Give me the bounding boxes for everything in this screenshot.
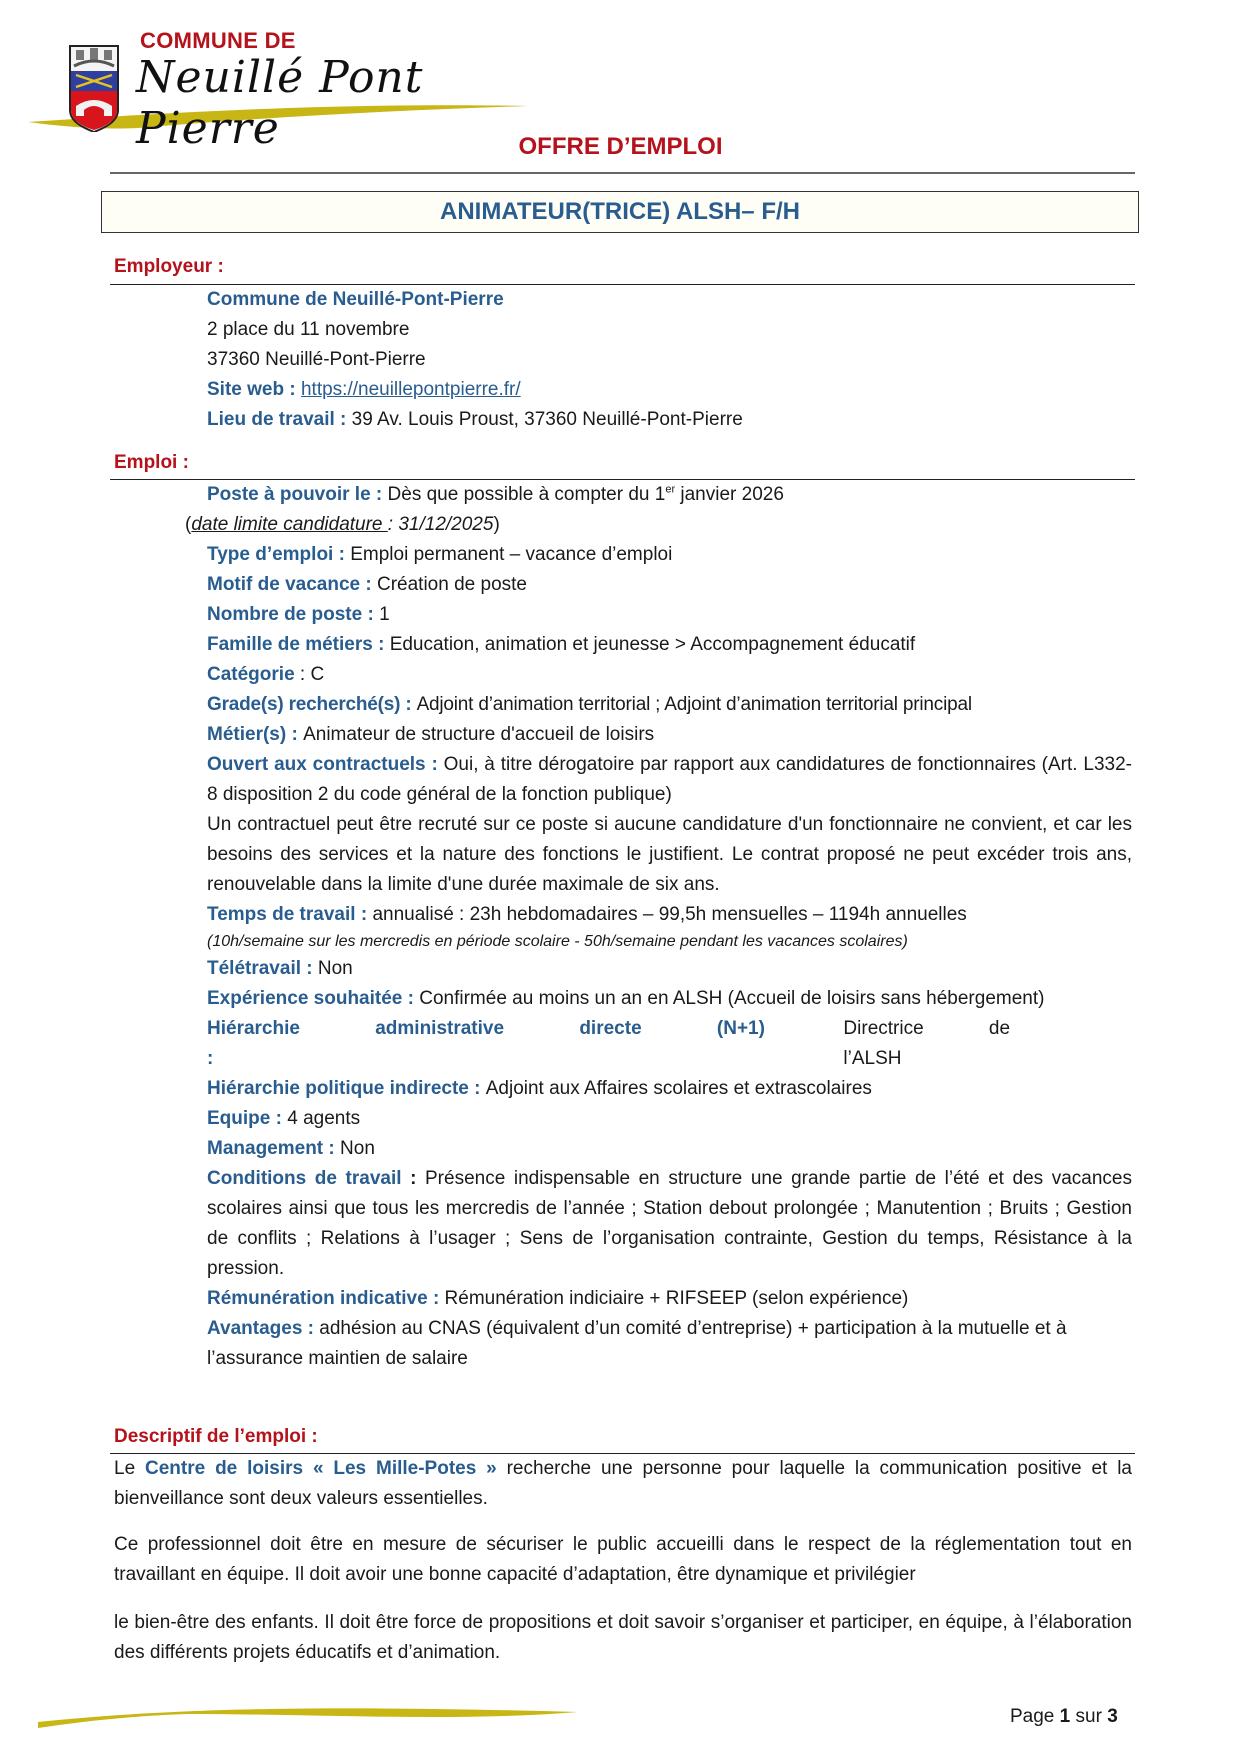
employer-address-line1: 2 place du 11 novembre (207, 319, 410, 340)
field-label: Télétravail : (207, 958, 318, 979)
website-label: Site web : (207, 379, 301, 400)
field-grades (207, 690, 1132, 720)
poste-row (207, 480, 1132, 510)
field-label: Famille de métiers : (207, 634, 390, 655)
page-sep: sur (1070, 1706, 1108, 1727)
page-total: 3 (1107, 1706, 1118, 1727)
temps-travail-note: (10h/semaine sur les mercredis en période scolaire - 50h/semaine pendant les vacances scolaires) (207, 933, 908, 950)
poste-label: Poste à pouvoir le : (207, 484, 388, 505)
field-experience (207, 984, 1132, 1014)
date-limite-row (185, 510, 500, 540)
workplace-value: 39 Av. Louis Proust, 37360 Neuillé-Pont-Pierre (351, 409, 743, 430)
field-value: Non (317, 958, 353, 979)
field-motif-vacance (207, 570, 1132, 600)
footer-swoosh-icon (38, 1700, 588, 1730)
field-value: Confirmée au moins un an en ALSH (Accueil de loisirs sans hébergement) (419, 988, 1045, 1009)
field-nombre-poste (207, 600, 1132, 630)
field-conditions (207, 1164, 1132, 1284)
field-label: Hiérarchie administrative directe (N+1) : (207, 1018, 765, 1069)
page-current: 1 (1059, 1706, 1071, 1727)
field-value: Adjoint aux Affaires scolaires et extrascolaires (485, 1078, 872, 1099)
field-temps-travail (207, 900, 1132, 930)
date-limite-label: date limite candidature (191, 514, 388, 535)
title-divider (110, 172, 1135, 174)
field-label: Ouvert aux contractuels : (207, 754, 444, 775)
field-type-emploi (207, 540, 1132, 570)
date-limite-value: : 31/12/2025 (387, 514, 494, 535)
paren-close: ) (493, 514, 500, 535)
field-value: 1 (379, 604, 390, 625)
section-heading-employeur: Employeur : (114, 256, 224, 277)
p1-pre: Le (114, 1458, 146, 1479)
field-hierarchie-politique (207, 1074, 1132, 1104)
field-hierarchie-admin (207, 1014, 1132, 1074)
field-value: Présence indispensable en structure une grande partie de l’été et des vacances scolaires ainsi que tous les mercredis de l’année ; Station debout prolongée ; Manutention ; Bruits ; Gestion de conflits ; Relations à l’usager ; Sens de l’organisation contrainte, Gestion du temps, Résistance à la pression. (207, 1168, 1132, 1279)
employer-address-line2: 37360 Neuillé-Pont-Pierre (207, 349, 426, 370)
logo-commune-de: COMMUNE DE (140, 28, 296, 53)
descriptif-paragraph-2: Ce professionnel doit être en mesure de sécuriser le public accueilli dans le respect de la réglementation tout en travaillant en équipe. Il doit avoir une bonne capacité d’adaptation, être dynamique et privilégier (114, 1534, 1132, 1585)
field-label: Hiérarchie politique indirecte : (207, 1078, 486, 1099)
field-value: Directrice de l’ALSH (843, 1018, 1011, 1069)
field-label: Expérience souhaitée : (207, 988, 420, 1009)
page-number (1010, 1706, 1118, 1728)
poste-value: Dès que possible à compter du 1 (387, 484, 666, 505)
field-equipe (207, 1104, 1132, 1134)
field-value: Education, animation et jeunesse > Accompagnement éducatif (389, 634, 916, 655)
field-colon: : (410, 1168, 425, 1189)
descriptif-paragraph-1 (114, 1454, 1132, 1514)
field-contractuels (207, 750, 1132, 810)
field-label: Nombre de poste : (207, 604, 380, 625)
employeur-block (207, 285, 1132, 435)
field-label: Temps de travail : (207, 904, 373, 925)
field-value: Emploi permanent – vacance d’emploi (350, 544, 673, 565)
field-label: Rémunération indicative : (207, 1288, 445, 1309)
field-label: Catégorie (207, 664, 300, 685)
logo-town-name: Neuillé Pont Pierre (136, 52, 424, 154)
contractuels-note: Un contractuel peut être recruté sur ce poste si aucune candidature d'un fonctionnaire ne convient, et car les besoins des services et la nature des fonctions le justifient. Le contrat proposé ne peut excéder trois ans, renouvelable dans la limite d'une durée maximale de six ans. (207, 814, 1132, 895)
descriptif-paragraph-3: le bien-être des enfants. Il doit être force de propositions et doit savoir s’organiser et participer, en équipe, à l’élaboration des différents projets éducatifs et d’animation. (114, 1612, 1132, 1663)
field-value: Animateur de structure d'accueil de loisirs (303, 724, 655, 745)
field-value: 4 agents (287, 1108, 361, 1129)
poste-value-sup: er (665, 483, 676, 496)
field-value: Non (340, 1138, 375, 1159)
field-label: Motif de vacance : (207, 574, 377, 595)
field-label: Grade(s) recherché(s) : (207, 694, 417, 715)
field-avantages (207, 1314, 1132, 1374)
commune-logo (28, 24, 548, 154)
field-value: adhésion au CNAS (équivalent d’un comité d’entreprise) + participation à la mutuelle et à l’assurance maintien de salaire (207, 1318, 1067, 1369)
field-teletravail (207, 954, 1132, 984)
section-heading-descriptif: Descriptif de l’emploi : (114, 1426, 318, 1447)
field-label: Conditions de travail (207, 1168, 411, 1189)
centre-loisirs-name: Centre de loisirs « Les Mille-Potes » (145, 1458, 497, 1479)
field-categorie (207, 660, 1132, 690)
field-value: Oui, à titre dérogatoire par rapport aux candidatures de fonctionnaires (Art. L332-8 disposition 2 du code général de la fonction publique) (207, 754, 1132, 805)
website-link[interactable]: https://neuillepontpierre.fr/ (300, 379, 521, 400)
workplace-row (207, 405, 1132, 435)
document-type-title: OFFRE D’EMPLOI (518, 133, 723, 160)
field-management (207, 1134, 1132, 1164)
workplace-label: Lieu de travail : (207, 409, 352, 430)
job-title: ANIMATEUR(TRICE) ALSH– F/H (440, 198, 800, 225)
poste-value-end: janvier 2026 (675, 484, 784, 505)
employer-website-row (207, 375, 1132, 405)
field-value: Adjoint d’animation territorial ; Adjoint d’animation territorial principal (416, 694, 972, 715)
paren-open: ( (185, 514, 192, 535)
field-label: Type d’emploi : (207, 544, 351, 565)
p1-post: recherche une personne pour laquelle la communication positive et la bienveillance sont deux valeurs essentielles. (114, 1458, 1132, 1509)
emploi-fields (207, 540, 1132, 1374)
field-label: Equipe : (207, 1108, 288, 1129)
field-label: Métier(s) : (207, 724, 304, 745)
job-title-box (101, 191, 1139, 233)
field-famille-metiers (207, 630, 1132, 660)
field-value: Création de poste (377, 574, 527, 595)
coat-of-arms-icon (68, 44, 120, 132)
section-heading-emploi: Emploi : (114, 452, 189, 473)
field-label: Management : (207, 1138, 341, 1159)
field-label: Avantages : (207, 1318, 320, 1339)
field-value: Rémunération indiciaire + RIFSEEP (selon expérience) (444, 1288, 909, 1309)
page-word: Page (1010, 1706, 1060, 1727)
employer-name: Commune de Neuillé-Pont-Pierre (207, 289, 504, 310)
field-metiers (207, 720, 1132, 750)
field-remuneration (207, 1284, 1132, 1314)
field-value: annualisé : 23h hebdomadaires – 99,5h mensuelles – 1194h annuelles (372, 904, 967, 925)
field-value: : C (299, 664, 325, 685)
